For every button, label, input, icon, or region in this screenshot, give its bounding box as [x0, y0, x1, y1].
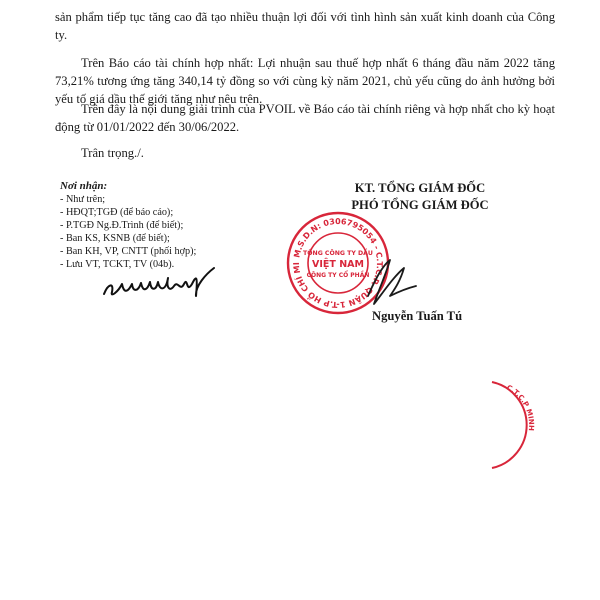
- recipients-block: [60, 180, 290, 271]
- body-paragraph-1: sản phẩm tiếp tục tăng cao đã tạo nhiều thuận lợi đối với tình hình sản xuất kinh doanh của Công ty.: [55, 10, 555, 42]
- recipient-item: - Như trên;: [60, 194, 106, 205]
- signature-heading: [325, 180, 515, 214]
- seal-center-line-2: VIỆT NAM: [312, 259, 364, 270]
- recipient-item: - HĐQT;TGĐ (để báo cáo);: [60, 207, 174, 218]
- recipient-item: - Lưu VT, TCKT, TV (04b).: [60, 259, 175, 270]
- recipient-item: - Ban KH, VP, CNTT (phối hợp);: [60, 246, 197, 257]
- seal-center-line-3: CÔNG TY CỔ PHẦN: [306, 272, 370, 279]
- signature-title-2: PHÓ TỔNG GIÁM ĐỐC: [351, 198, 489, 212]
- director-signature: [360, 252, 420, 312]
- partial-seal-text: C.T.C.P MINH: [505, 383, 536, 432]
- recipient-item: - P.TGĐ Ng.Đ.Trình (để biết);: [60, 220, 184, 231]
- initial-signature: [100, 262, 220, 302]
- signer-name: Nguyễn Tuấn Tú: [372, 309, 463, 323]
- seal-ring-text: M.S.D.N: 0306795054 - C.T.C.P. QUẬN 1-T.P HỒ CHÍ MINH: [281, 203, 385, 310]
- recipients-title: Nơi nhận:: [60, 180, 108, 192]
- body-paragraph-3: Trên đây là nội dung giải trình của PVOIL về Báo cáo tài chính riêng và hợp nhất cho kỳ hoạt động từ 01/01/2022 đến 30/06/2022.: [55, 102, 555, 134]
- signature-title-1: KT. TỔNG GIÁM ĐỐC: [354, 181, 486, 195]
- closing-line: Trân trọng./.: [81, 146, 144, 160]
- recipient-item: - Ban KS, KSNB (để biết);: [60, 233, 170, 244]
- seal-center-line-1: TỔNG CÔNG TY DẦU: [303, 250, 373, 257]
- body-paragraph-2: Trên Báo cáo tài chính hợp nhất: Lợi nhuận sau thuế hợp nhất 6 tháng đầu năm 2022 tăng 73,21% tương ứng tăng 340,14 tỷ đồng so với cùng kỳ năm 2021, chủ yếu cũng do ảnh hưởng bởi yếu tố giá dầu thế giới tăng như nêu trên.: [55, 56, 555, 106]
- partial-seal: [478, 380, 538, 470]
